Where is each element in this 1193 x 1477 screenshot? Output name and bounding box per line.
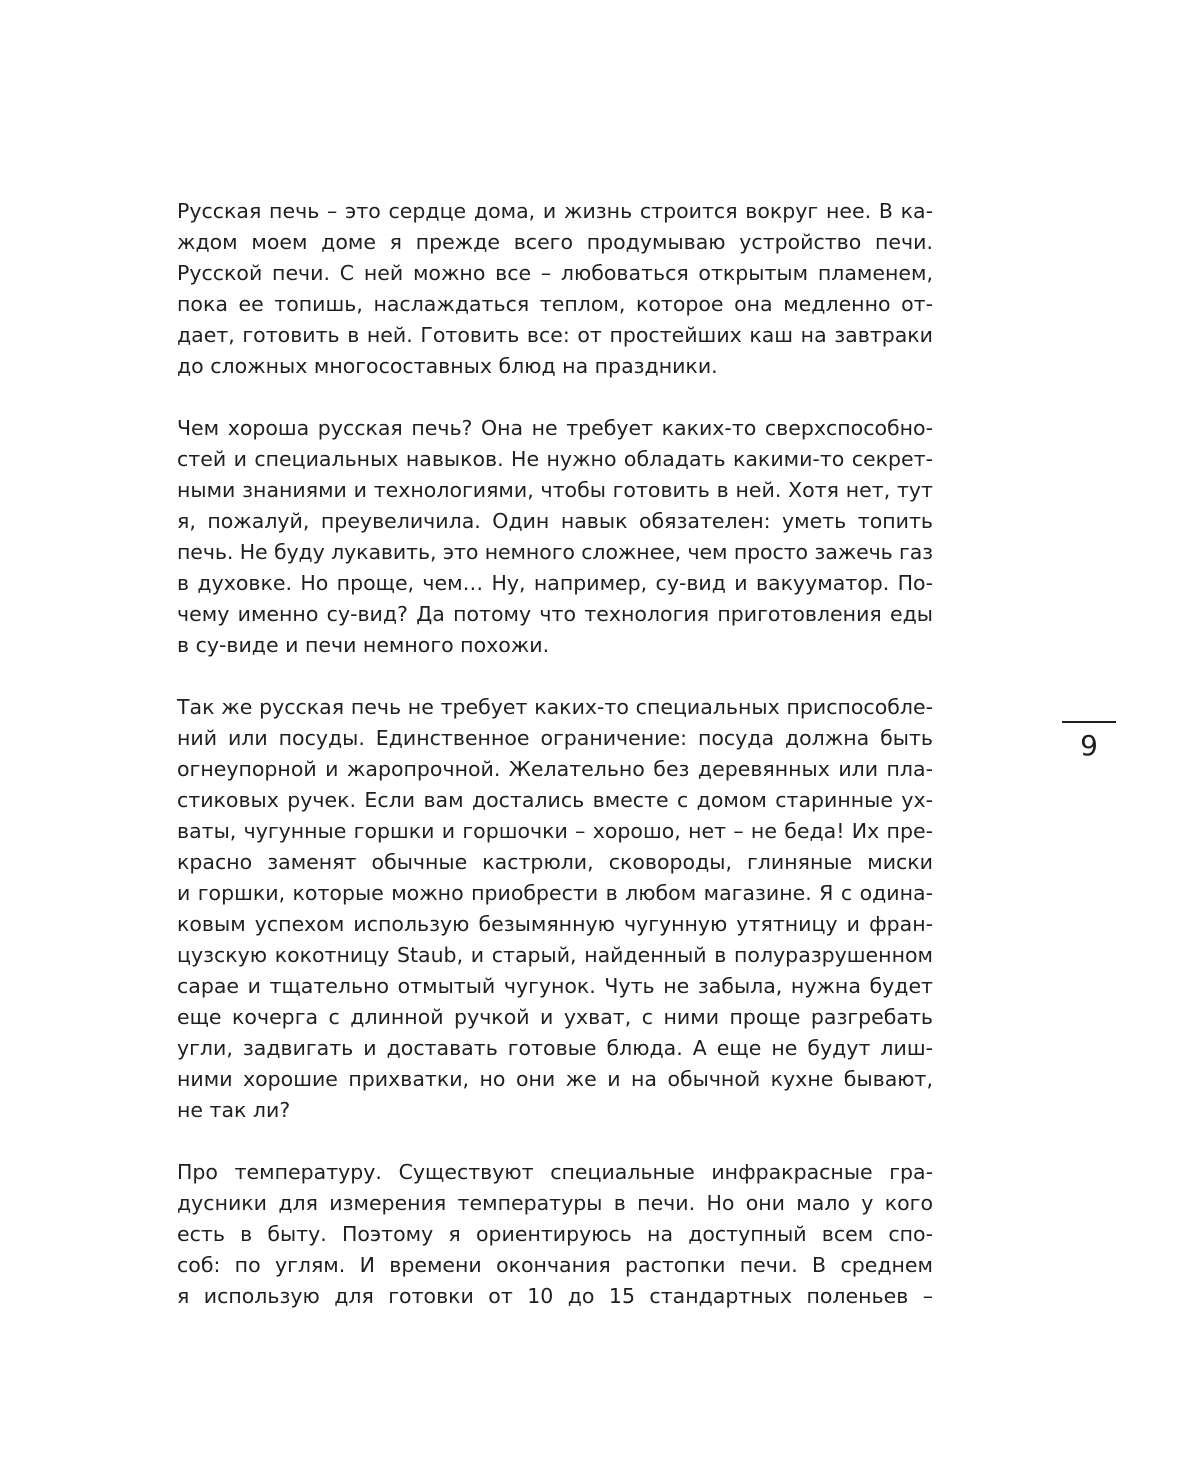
page-number-rule [1062, 721, 1116, 723]
text-line: дает, готовить в ней. Готовить все: от простейших каш на завтраки [177, 323, 933, 347]
text-line: не так ли? [177, 1098, 291, 1122]
text-line: Русская печь – это сердце дома, и жизнь строится вокруг нее. В ка- [177, 199, 933, 223]
text-line: ными знаниями и технологиями, чтобы готовить в ней. Хотя нет, тут [177, 478, 933, 502]
text-line: в су-виде и печи немного похожи. [177, 633, 550, 657]
text-line: Так же русская печь не требует каких-то специальных приспособле- [177, 695, 933, 719]
text-line: еще кочерга с длинной ручкой и ухват, с ними проще разгребать [177, 1005, 933, 1029]
text-line: Русской печи. С ней можно все – любоваться открытым пламенем, [177, 261, 933, 285]
text-line: красно заменят обычные кастрюли, сковороды, глиняные миски [177, 850, 933, 874]
text-line: есть в быту. Поэтому я ориентируюсь на доступный всем спо- [177, 1222, 933, 1246]
text-line: соб: по углям. И времени окончания растопки печи. В среднем [177, 1253, 933, 1277]
text-line: ний или посуды. Единственное ограничение: посуда должна быть [177, 726, 933, 750]
text-line: угли, задвигать и доставать готовые блюда. А еще не будут лиш- [177, 1036, 933, 1060]
text-line: дусники для измерения температуры в печи. Но они мало у кого [177, 1191, 933, 1215]
paragraph [177, 196, 933, 382]
text-line: ковым успехом использую безымянную чугунную утятницу и фран- [177, 912, 933, 936]
text-line: в духовке. Но проще, чем… Ну, например, су-вид и вакууматор. По- [177, 571, 933, 595]
text-line: печь. Не буду лукавить, это немного сложнее, чем просто зажечь газ [177, 540, 933, 564]
text-line: цузскую кокотницу Staub, и старый, найденный в полуразрушенном [177, 943, 933, 967]
text-line: и горшки, которые можно приобрести в любом магазине. Я с одина- [177, 881, 933, 905]
body-text [177, 196, 933, 1343]
page-number: 9 [1080, 729, 1098, 762]
text-line: сарае и тщательно отмытый чугунок. Чуть не забыла, нужна будет [177, 974, 933, 998]
text-line: Про температуру. Существуют специальные инфракрасные гра- [177, 1160, 933, 1184]
text-line: ждом моем доме я прежде всего продумываю устройство печи. [177, 230, 933, 254]
text-line: я, пожалуй, преувеличила. Один навык обязателен: уметь топить [177, 509, 933, 533]
text-line: огнеупорной и жаропрочной. Желательно без деревянных или пла- [177, 757, 933, 781]
text-line: до сложных многосоставных блюд на праздники. [177, 354, 718, 378]
text-line: стиковых ручек. Если вам достались вместе с домом старинные ух- [177, 788, 933, 812]
text-line: я использую для готовки от 10 до 15 стандартных поленьев – [177, 1284, 933, 1308]
text-line: Чем хороша русская печь? Она не требует каких-то сверхспособно- [177, 416, 933, 440]
text-line: ваты, чугунные горшки и горшочки – хорошо, нет – не беда! Их пре- [177, 819, 933, 843]
paragraph [177, 1157, 933, 1312]
text-line: чему именно су-вид? Да потому что технология приготовления еды [177, 602, 933, 626]
text-line: стей и специальных навыков. Не нужно обладать какими-то секрет- [177, 447, 933, 471]
text-line: пока ее топишь, наслаждаться теплом, которое она медленно от- [177, 292, 933, 316]
text-line: ними хорошие прихватки, но они же и на обычной кухне бывают, [177, 1067, 933, 1091]
paragraph [177, 413, 933, 661]
paragraph [177, 692, 933, 1126]
